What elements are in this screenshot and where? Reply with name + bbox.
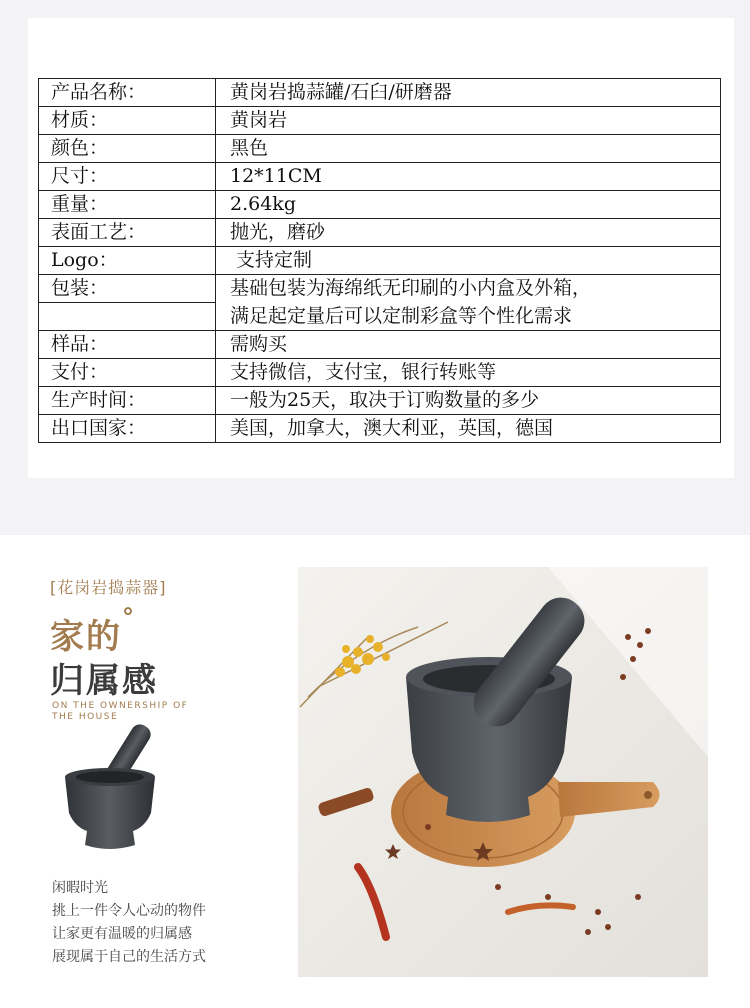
- spec-value: 基础包装为海绵纸无印刷的小内盒及外箱，: [216, 275, 721, 303]
- table-row: [39, 275, 721, 303]
- spec-table: [38, 78, 721, 443]
- product-tag: [花岗岩捣蒜器]: [50, 578, 167, 597]
- spec-key: 样品：: [39, 331, 216, 359]
- spec-key: 表面工艺：: [39, 219, 216, 247]
- spec-value: 抛光，磨砂: [216, 219, 721, 247]
- spec-value: 12*11CM: [216, 163, 721, 191]
- headline-text: 家的: [50, 617, 122, 657]
- table-row: [39, 359, 721, 387]
- spec-key: 包装：: [39, 275, 216, 303]
- table-row: [39, 219, 721, 247]
- feature-section: [0, 535, 750, 1008]
- mortar-product-photo: [298, 567, 708, 977]
- spec-key: 重量：: [39, 191, 216, 219]
- spec-key: 出口国家：: [39, 415, 216, 443]
- table-row: [39, 415, 721, 443]
- spec-key-empty: [39, 303, 216, 331]
- spec-value: 黑色: [216, 135, 721, 163]
- spec-key: Logo：: [39, 247, 216, 275]
- spec-value: 美国，加拿大，澳大利亚，英国，德国: [216, 415, 721, 443]
- spec-value: 黄岗岩捣蒜罐/石臼/研磨器: [216, 79, 721, 107]
- caption-line: 展现属于自己的生活方式: [52, 949, 206, 965]
- table-row: [39, 79, 721, 107]
- spec-value: 黄岗岩: [216, 107, 721, 135]
- spec-key: 颜色：: [39, 135, 216, 163]
- spec-key: 材质：: [39, 107, 216, 135]
- spec-value: 支持微信，支付宝，银行转账等: [216, 359, 721, 387]
- spec-value: 需购买: [216, 331, 721, 359]
- spec-key: 生产时间：: [39, 387, 216, 415]
- headline-secondary: 归属感: [50, 661, 158, 701]
- headline-primary: [50, 603, 136, 658]
- caption-line: 闲暇时光: [52, 880, 108, 896]
- spec-value-cont: 满足起定量后可以定制彩盒等个性化需求: [216, 303, 721, 331]
- caption-block: [52, 877, 206, 969]
- table-row: [39, 163, 721, 191]
- table-row: [39, 191, 721, 219]
- caption-line: 让家更有温暖的归属感: [52, 926, 192, 942]
- caption-line: 挑上一件令人心动的物件: [52, 903, 206, 919]
- spec-key: 产品名称：: [39, 79, 216, 107]
- spec-card: [28, 18, 734, 478]
- spec-value: 支持定制: [216, 247, 721, 275]
- table-row: [39, 387, 721, 415]
- table-row: [39, 135, 721, 163]
- degree-mark: °: [122, 603, 136, 631]
- table-row: [39, 331, 721, 359]
- spec-value: 2.64kg: [216, 191, 721, 219]
- english-line: THE HOUSE: [52, 712, 119, 722]
- spec-value: 一般为25天，取决于订购数量的多少: [216, 387, 721, 415]
- spec-key: 尺寸：: [39, 163, 216, 191]
- table-row: [39, 107, 721, 135]
- table-row: [39, 247, 721, 275]
- mortar-thumbnail-image: [55, 715, 165, 875]
- table-row: [39, 303, 721, 331]
- spec-key: 支付：: [39, 359, 216, 387]
- english-line: ON THE OWNERSHIP OF: [52, 701, 189, 711]
